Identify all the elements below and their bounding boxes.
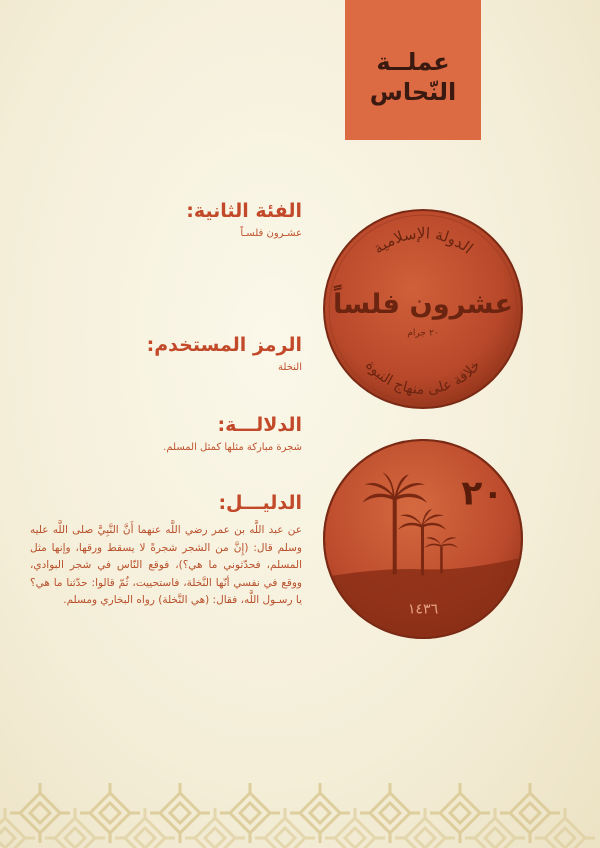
coin-back-denomination: ٢٠ (461, 473, 504, 514)
coin-back (322, 438, 524, 640)
section-text: النخلة (278, 362, 302, 373)
section-denomination (30, 200, 302, 239)
section-symbol (30, 334, 302, 373)
section-heading: الفئة الثانية: (186, 200, 302, 222)
section-evidence (30, 492, 302, 610)
section-meaning (30, 414, 302, 453)
coin-back-year: ١٤٣٦ (407, 601, 439, 618)
coin-front-weight: ٢٠ جرام (407, 328, 439, 339)
footer-ornament (0, 778, 600, 848)
coin-front-center-text: عشرون فلساً (332, 289, 514, 321)
coin-front-top-arc: الدولة الإسلامية (369, 224, 477, 258)
section-body: عن عبد اللَّه بن عمر رضي اللَّه عنهما أَنَّ النَّبِيَّ صلى اللَّه عليه وسلم قال: (إِنَّ من الشجر شجرةً لا يسقط ورقها، وإنها مثل المسلم، فحدّثوني ما هي؟)، فوقع النّاس في شجر البوادي، ووقع في نفسي أنّها النَّخلة، فاستحييت، ثُمّ قالوا: حدّثنا ما هي؟ يا رسـول اللَّه، فقال: (هي النَّخلة) رواه البخاري ومسلم. (30, 524, 302, 607)
title-line-1: عملــة (376, 48, 450, 76)
section-text: شجرة مباركة مثلها كمثل المسلم. (163, 442, 302, 453)
title-line-2: النّحاس (369, 78, 457, 106)
section-heading: الرمز المستخدم: (146, 334, 302, 356)
section-heading: الدلالـــة: (217, 414, 302, 436)
title-box (345, 0, 481, 140)
section-heading: الدليـــل: (218, 492, 302, 514)
section-text: عشـرون فلسـاً (240, 228, 302, 239)
coin-front (322, 208, 524, 410)
coin-front-bottom-arc: خلافة على منهاج النبوة (362, 357, 484, 398)
